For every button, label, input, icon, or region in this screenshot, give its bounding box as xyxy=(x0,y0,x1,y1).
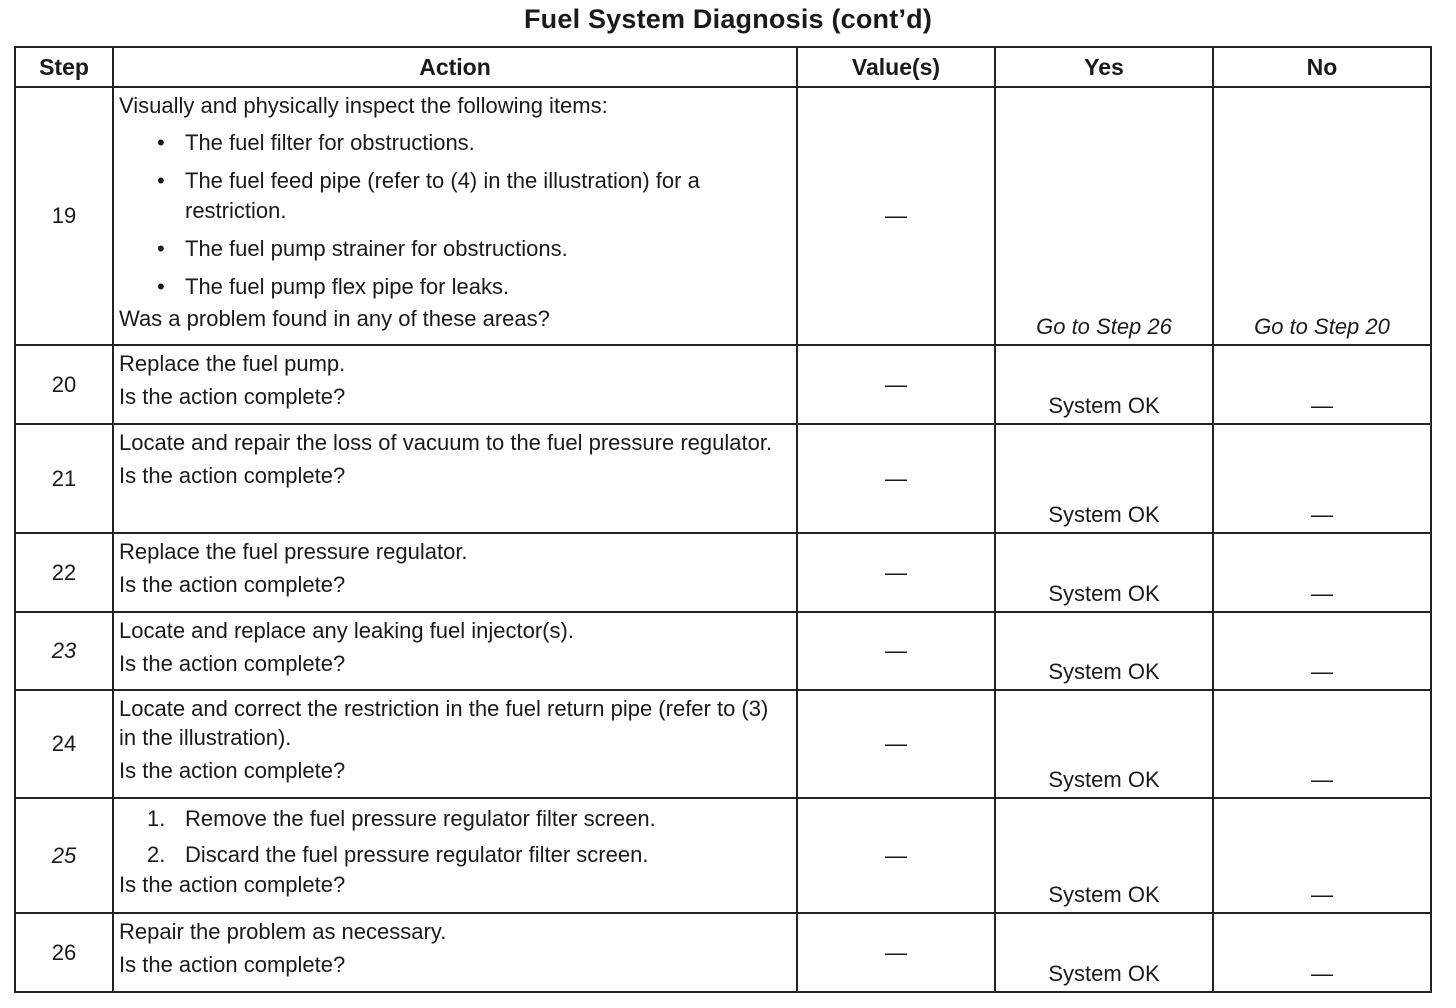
table-header-row xyxy=(15,47,1431,87)
yes-cell: System OK xyxy=(995,913,1213,992)
value-cell: — xyxy=(797,533,995,612)
header-no: No xyxy=(1213,47,1431,87)
action-text: Replace the fuel pump. xyxy=(119,351,346,376)
action-cell xyxy=(113,87,797,345)
action-question: Is the action complete? xyxy=(119,758,346,783)
action-text: Visually and physically inspect the following items: xyxy=(119,93,608,118)
bullet-text: The fuel filter for obstructions. xyxy=(185,130,475,155)
header-yes: Yes xyxy=(995,47,1213,87)
action-question: Was a problem found in any of these areas? xyxy=(119,306,550,331)
item-number: 1. xyxy=(147,806,166,831)
value-cell: — xyxy=(797,612,995,690)
table-row xyxy=(15,345,1431,424)
no-cell: — xyxy=(1213,345,1431,424)
action-text: Locate and correct the restriction in the fuel return pipe (refer to (3) in the illustration). xyxy=(119,696,769,750)
action-text: Locate and repair the loss of vacuum to the fuel pressure regulator. xyxy=(119,430,773,455)
action-question: Is the action complete? xyxy=(119,651,346,676)
bullet-text: The fuel pump flex pipe for leaks. xyxy=(185,274,510,299)
action-question: Is the action complete? xyxy=(119,384,346,409)
action-cell xyxy=(113,533,797,612)
action-text: Replace the fuel pressure regulator. xyxy=(119,539,468,564)
table-row xyxy=(15,533,1431,612)
bullet-item xyxy=(119,272,790,302)
bullet-marker: • xyxy=(157,236,165,261)
value-cell: — xyxy=(797,913,995,992)
action-cell xyxy=(113,798,797,913)
page-title: Fuel System Diagnosis (cont’d) xyxy=(523,4,933,34)
action-text: Repair the problem as necessary. xyxy=(119,919,447,944)
item-text: Discard the fuel pressure regulator filter screen. xyxy=(185,842,649,867)
action-question: Is the action complete? xyxy=(119,872,346,897)
table-row xyxy=(15,87,1431,345)
action-cell xyxy=(113,612,797,690)
table-row xyxy=(15,913,1431,992)
yes-cell: System OK xyxy=(995,345,1213,424)
yes-cell: System OK xyxy=(995,612,1213,690)
bullet-text: The fuel pump strainer for obstructions. xyxy=(185,236,568,261)
step-number: 21 xyxy=(15,424,113,533)
item-text: Remove the fuel pressure regulator filter screen. xyxy=(185,806,656,831)
step-number: 25 xyxy=(15,798,113,913)
yes-cell: System OK xyxy=(995,533,1213,612)
step-number: 24 xyxy=(15,690,113,798)
bullet-marker: • xyxy=(157,168,165,193)
no-cell: — xyxy=(1213,690,1431,798)
bullet-marker: • xyxy=(157,274,165,299)
bullet-item xyxy=(119,128,790,158)
step-number: 26 xyxy=(15,913,113,992)
header-step: Step xyxy=(15,47,113,87)
value-cell: — xyxy=(797,424,995,533)
no-cell: — xyxy=(1213,913,1431,992)
bullet-item xyxy=(119,166,790,226)
step-number: 20 xyxy=(15,345,113,424)
yes-cell: System OK xyxy=(995,798,1213,913)
numbered-item xyxy=(119,804,790,834)
action-cell xyxy=(113,913,797,992)
action-cell xyxy=(113,345,797,424)
action-cell xyxy=(113,690,797,798)
step-number: 23 xyxy=(15,612,113,690)
table-row xyxy=(15,690,1431,798)
step-number: 22 xyxy=(15,533,113,612)
bullet-text: The fuel feed pipe (refer to (4) in the illustration) for a restriction. xyxy=(185,168,700,223)
action-text: Locate and replace any leaking fuel injector(s). xyxy=(119,618,574,643)
value-cell: — xyxy=(797,798,995,913)
action-question: Is the action complete? xyxy=(119,952,346,977)
bullet-item xyxy=(119,234,790,264)
action-cell xyxy=(113,424,797,533)
yes-cell: System OK xyxy=(995,690,1213,798)
no-cell: — xyxy=(1213,798,1431,913)
diagnosis-table xyxy=(14,46,1432,993)
table-row xyxy=(15,424,1431,533)
no-cell: — xyxy=(1213,424,1431,533)
no-cell: Go to Step 20 xyxy=(1213,87,1431,345)
no-cell: — xyxy=(1213,533,1431,612)
step-number: 19 xyxy=(15,87,113,345)
value-cell: — xyxy=(797,690,995,798)
action-question: Is the action complete? xyxy=(119,463,346,488)
table-row xyxy=(15,612,1431,690)
item-number: 2. xyxy=(147,842,166,867)
action-question: Is the action complete? xyxy=(119,572,346,597)
yes-cell: Go to Step 26 xyxy=(995,87,1213,345)
numbered-item xyxy=(119,840,790,870)
yes-cell: System OK xyxy=(995,424,1213,533)
no-cell: — xyxy=(1213,612,1431,690)
table-row xyxy=(15,798,1431,913)
value-cell: — xyxy=(797,87,995,345)
header-values: Value(s) xyxy=(797,47,995,87)
bullet-marker: • xyxy=(157,130,165,155)
value-cell: — xyxy=(797,345,995,424)
header-action: Action xyxy=(113,47,797,87)
